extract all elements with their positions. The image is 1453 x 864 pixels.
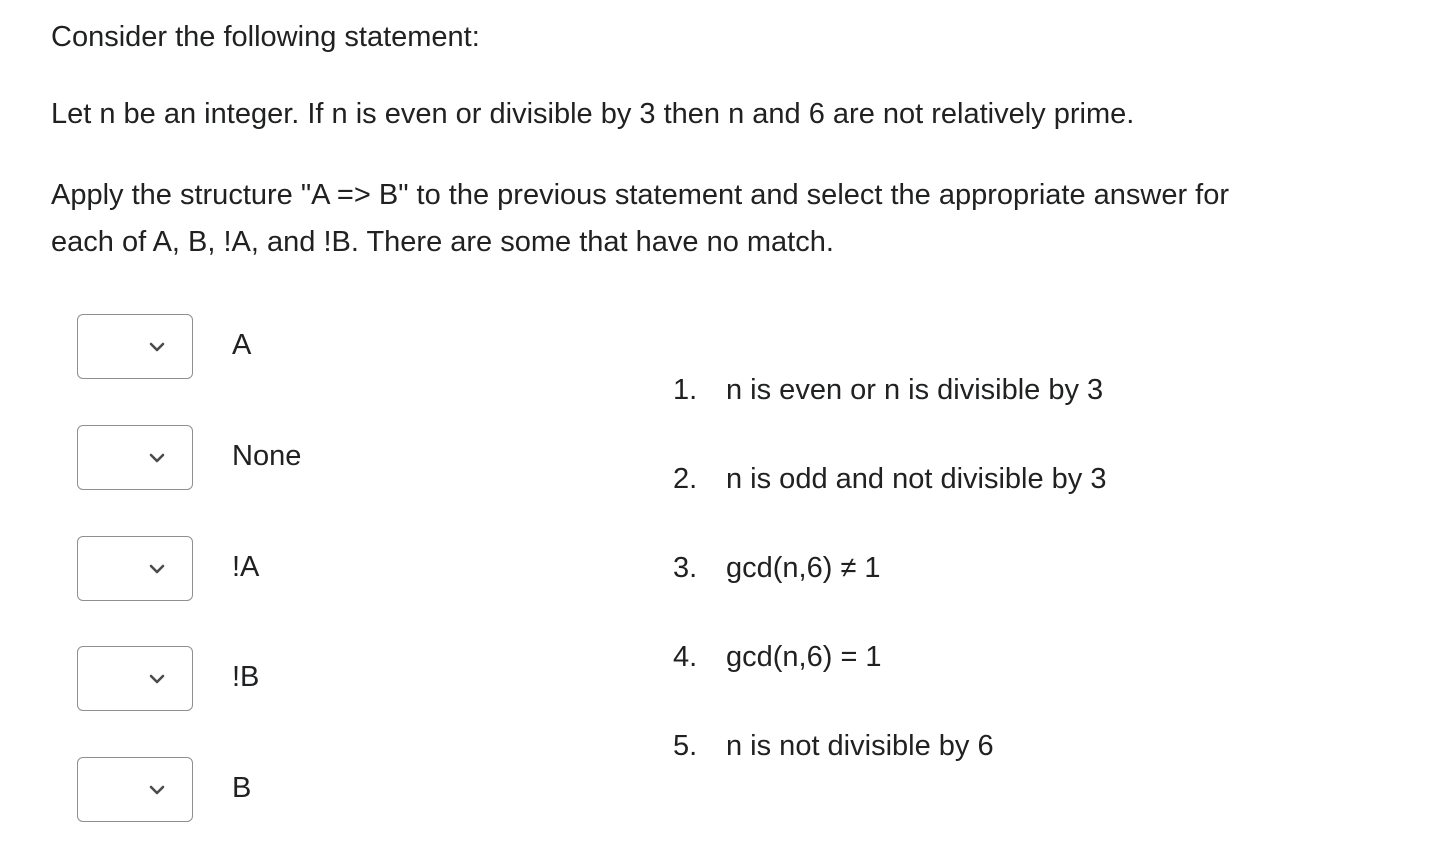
answer-item [673,727,994,765]
match-row-not-a [77,536,497,603]
match-select-none[interactable] [77,425,193,490]
question-statement: Let n be an integer. If n is even or divisible by 3 then n and 6 are not relatively prime. [51,98,1135,130]
answer-number: 2. [673,463,698,495]
match-row-a [77,314,497,381]
answer-text: gcd(n,6) ≠ 1 [726,552,881,584]
match-label-none: None [232,440,302,472]
question-instructions: Apply the structure "A => B" to the previous statement and select the appropriate answer for each of A, B, !A, and !B. There are some that have no match. [51,179,1230,258]
match-label-not-b: !B [232,661,260,693]
answer-item [673,460,1106,498]
match-select-a[interactable] [77,314,193,379]
answer-number: 5. [673,730,698,762]
match-row-none [77,425,497,492]
chevron-down-icon [148,338,166,356]
answer-text: n is odd and not divisible by 3 [726,463,1107,495]
answer-text: n is not divisible by 6 [726,730,994,762]
answer-text: gcd(n,6) = 1 [726,641,882,673]
match-label-a: A [232,329,252,361]
answer-item [673,638,882,676]
question-intro: Consider the following statement: [51,21,480,53]
answer-item [673,371,1103,409]
match-select-not-a[interactable] [77,536,193,601]
match-row-not-b [77,646,497,713]
answer-item [673,549,881,587]
chevron-down-icon [148,560,166,578]
match-row-b [77,757,497,824]
answer-text: n is even or n is divisible by 3 [726,374,1104,406]
answer-number: 4. [673,641,698,673]
match-label-b: B [232,772,252,804]
match-select-not-b[interactable] [77,646,193,711]
match-label-not-a: !A [232,551,260,583]
chevron-down-icon [148,781,166,799]
answer-number: 3. [673,552,698,584]
answer-number: 1. [673,374,698,406]
chevron-down-icon [148,449,166,467]
match-select-b[interactable] [77,757,193,822]
chevron-down-icon [148,670,166,688]
